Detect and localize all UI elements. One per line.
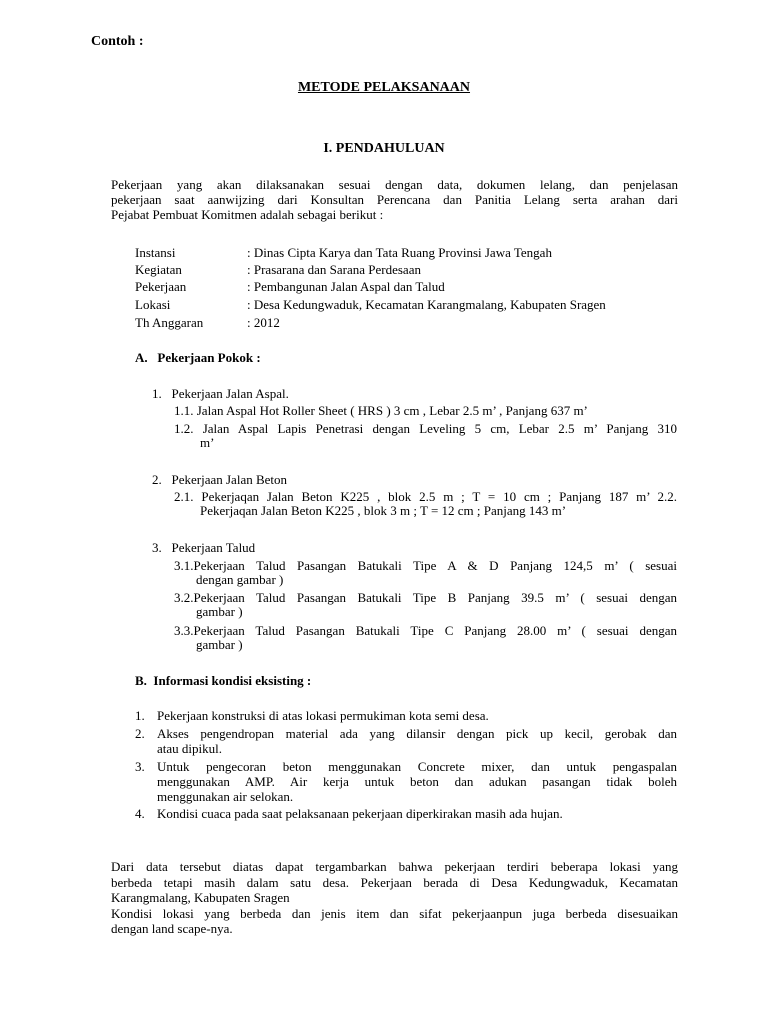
list-item-text: Pekerjaan konstruksi di atas lokasi permukiman kota semi desa. — [157, 708, 489, 723]
item-3-2-line-2: gambar ) — [196, 604, 243, 619]
intro-line-1: Pekerjaan yang akan dilaksanakan sesuai dengan data, dokumen lelang, dan penjelasan — [111, 177, 678, 192]
intro-line-2: pekerjaan saat aanwijzing dari Konsultan Perencana dan Panitia Lelang serta arahan dari — [111, 192, 678, 207]
info-label: Th Anggaran — [135, 315, 204, 330]
list-item-number: 3. — [135, 759, 145, 774]
closing-p1-line-3: Karangmalang, Kabupaten Sragen — [111, 890, 290, 905]
list-item-text: menggunakan AMP. Air kerja untuk beton dan adukan pasangan tidak boleh — [157, 774, 677, 789]
section-a-heading: A. Pekerjaan Pokok : — [135, 350, 261, 365]
item-1-2-line-2: m’ — [200, 435, 215, 450]
closing-p2-line-1: Kondisi lokasi yang berbeda dan jenis item dan sifat pekerjaanpun juga berbeda disesuaikan — [111, 906, 678, 921]
item-1-1: 1.1. Jalan Aspal Hot Roller Sheet ( HRS ) 3 cm , Lebar 2.5 m’ , Panjang 637 m’ — [174, 403, 588, 418]
closing-p2-line-2: dengan land scape-nya. — [111, 921, 233, 936]
info-row-th-anggaran — [0, 315, 768, 331]
closing-p1-line-2: berbeda tetapi masih dalam satu desa. Pekerjaan berada di Desa Kedungwaduk, Kecamatan — [111, 875, 678, 890]
info-value: : Dinas Cipta Karya dan Tata Ruang Provinsi Jawa Tengah — [247, 245, 552, 260]
section-b-heading: B. Informasi kondisi eksisting : — [135, 673, 312, 688]
info-row-kegiatan — [0, 262, 768, 278]
item-1-title: 1. Pekerjaan Jalan Aspal. — [152, 386, 289, 401]
info-label: Pekerjaan — [135, 279, 187, 294]
info-value: : Prasarana dan Sarana Perdesaan — [247, 262, 421, 277]
list-item-text: atau dipikul. — [157, 741, 222, 756]
list-item-text: Untuk pengecoran beton menggunakan Concrete mixer, dan untuk pengaspalan — [157, 759, 677, 774]
list-item-number: 4. — [135, 806, 145, 821]
item-3-1-line-1: 3.1.Pekerjaan Talud Pasangan Batukali Tipe A & D Panjang 124,5 m’ ( sesuai — [174, 558, 677, 573]
item-1-2-line-1: 1.2. Jalan Aspal Lapis Penetrasi dengan Leveling 5 cm, Lebar 2.5 m’ Panjang 310 — [174, 421, 677, 436]
item-2-1-line-2: Pekerjaqan Jalan Beton K225 , blok 3 m ; T = 12 cm ; Panjang 143 m’ — [200, 503, 567, 518]
list-item-number: 2. — [135, 726, 145, 741]
list-item-text: menggunakan air selokan. — [157, 789, 294, 804]
item-3-1-line-2: dengan gambar ) — [196, 572, 284, 587]
info-row-pekerjaan — [0, 279, 768, 295]
info-value: : 2012 — [247, 315, 280, 330]
list-item-number: 1. — [135, 708, 145, 723]
intro-line-3: Pejabat Pembuat Komitmen adalah sebagai berikut : — [111, 207, 384, 222]
info-label: Kegiatan — [135, 262, 182, 277]
info-label: Lokasi — [135, 297, 171, 312]
item-2-1-line-1: 2.1. Pekerjaqan Jalan Beton K225 , blok 2.5 m ; T = 10 cm ; Panjang 187 m’ 2.2. — [174, 489, 677, 504]
info-label: Instansi — [135, 245, 176, 260]
info-value: : Pembangunan Jalan Aspal dan Talud — [247, 279, 445, 294]
item-3-2-line-1: 3.2.Pekerjaan Talud Pasangan Batukali Tipe B Panjang 39.5 m’ ( sesuai dengan — [174, 590, 677, 605]
section-title: I. PENDAHULUAN — [323, 141, 445, 156]
info-row-instansi — [0, 245, 768, 261]
list-item-text: Akses pengendropan material ada yang dilansir dengan pick up kecil, gerobak dan — [157, 726, 677, 741]
document-title: METODE PELAKSANAAN — [297, 80, 471, 95]
item-2-title: 2. Pekerjaan Jalan Beton — [152, 472, 288, 487]
item-3-title: 3. Pekerjaan Talud — [152, 540, 256, 555]
item-3-3-line-1: 3.3.Pekerjaan Talud Pasangan Batukali Tipe C Panjang 28.00 m’ ( sesuai dengan — [174, 623, 677, 638]
item-3-3-line-2: gambar ) — [196, 637, 243, 652]
contoh-label: Contoh : — [91, 34, 144, 49]
closing-p1-line-1: Dari data tersebut diatas dapat tergambarkan bahwa pekerjaan terdiri beberapa lokasi yang — [111, 859, 678, 874]
info-value: : Desa Kedungwaduk, Kecamatan Karangmalang, Kabupaten Sragen — [247, 297, 606, 312]
info-row-lokasi — [0, 297, 768, 313]
list-item-text: Kondisi cuaca pada saat pelaksanaan pekerjaan diperkirakan masih ada hujan. — [157, 806, 563, 821]
